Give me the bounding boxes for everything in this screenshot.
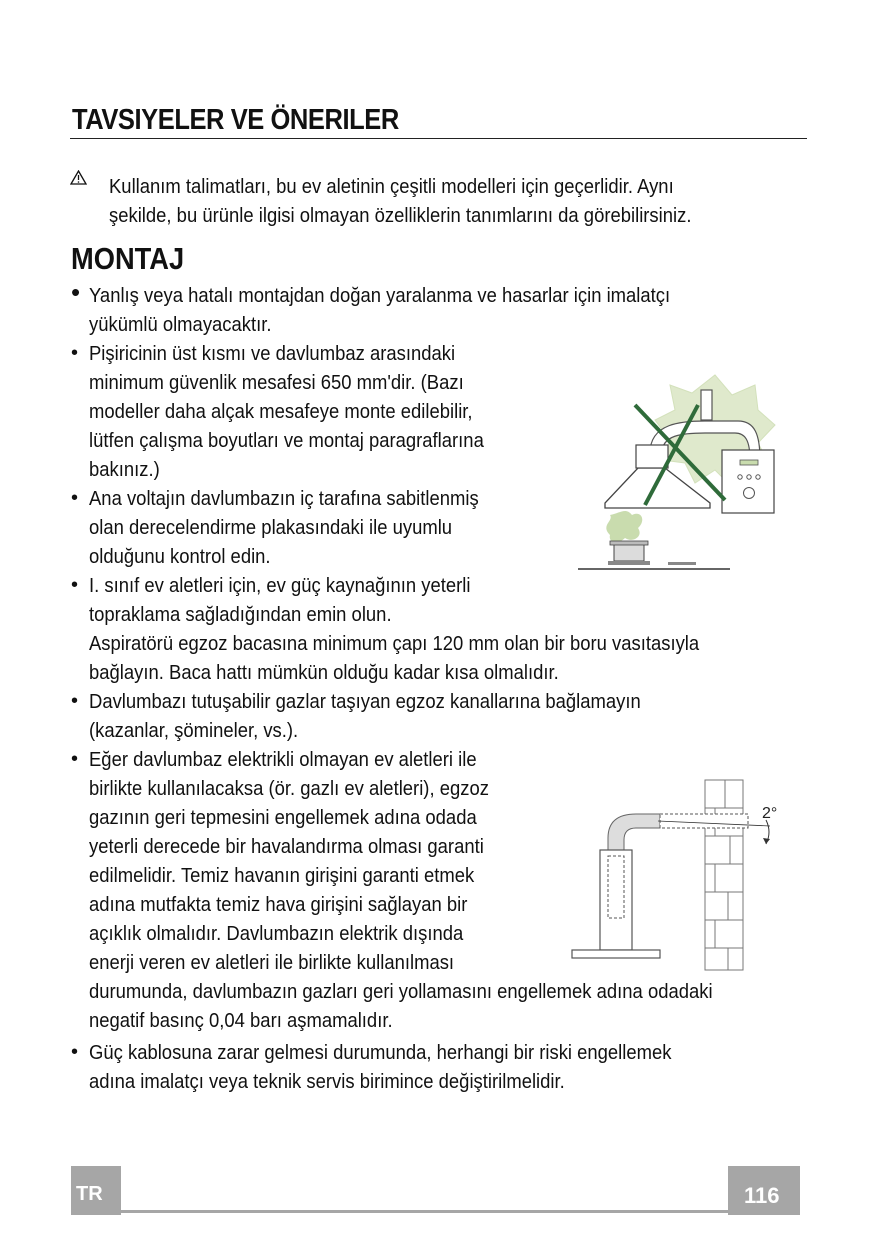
burner xyxy=(608,561,650,565)
warning-note-line: şekilde, bu ürünle ilgisi olmayan özelliklerin tanımlarını da görebilirsiniz. xyxy=(109,204,692,227)
bullet-line: açıklık olmalıdır. Davlumbazın elektrik dışında xyxy=(89,922,464,945)
bullet-text xyxy=(89,339,484,484)
bullet-line: yükümlü olmayacaktır. xyxy=(89,313,272,336)
bullet-line: lütfen çalışma boyutları ve montaj paragraflarına xyxy=(89,429,484,452)
warning-note-line: Kullanım talimatları, bu ev aletinin çeşitli modelleri için geçerlidir. Aynı xyxy=(109,175,674,198)
bullet-mark: • xyxy=(71,1041,79,1063)
bullet-line: Aspiratörü egzoz bacasına minimum çapı 120 mm olan bir boru vasıtasıyla xyxy=(89,632,700,655)
page-number: 116 xyxy=(744,1183,780,1208)
hood-column xyxy=(600,850,632,950)
bullet-line: edilmelidir. Temiz havanın girişini garanti etmek xyxy=(89,864,475,887)
gas-appliance xyxy=(722,450,774,513)
bullet-line: Eğer davlumbaz elektrikli olmayan ev aletleri ile xyxy=(89,748,477,771)
bullet-line: gazının geri tepmesini engellemek adına odada xyxy=(89,806,477,829)
pot xyxy=(614,543,644,561)
chimney xyxy=(701,390,712,420)
bullet-mark: • xyxy=(71,342,79,364)
bullet-mark: • xyxy=(71,277,81,307)
bullet-line: topraklama sağladığından emin olun. xyxy=(89,603,392,626)
warning-triangle-icon xyxy=(70,170,87,185)
duct-slope-illustration xyxy=(570,778,785,973)
bullet-mark: • xyxy=(71,574,79,596)
page-title: TAVSIYELER VE ÖNERILER xyxy=(72,104,399,136)
title-divider xyxy=(70,138,807,139)
bullet-mark: • xyxy=(71,487,79,509)
appliance-display xyxy=(740,460,758,465)
hood-gas-stove-illustration xyxy=(570,365,785,575)
bullet-text xyxy=(89,687,641,745)
bullet-line: Pişiricinin üst kısmı ve davlumbaz arasındaki xyxy=(89,342,456,365)
bullet-line: bağlayın. Baca hattı mümkün olduğu kadar kısa olmalıdır. xyxy=(89,661,559,684)
bullet-line: adına imalatçı veya teknik servis birimince değiştirilmelidir. xyxy=(89,1070,565,1093)
bullet-line: modeller daha alçak mesafeye monte edilebilir, xyxy=(89,400,473,423)
bullet-line: minimum güvenlik mesafesi 650 mm'dir. (Bazı xyxy=(89,371,464,394)
duct-elbow xyxy=(608,814,660,850)
bullet-mark: • xyxy=(71,690,79,712)
page-number-tab xyxy=(728,1166,800,1215)
bullet-line: Yanlış veya hatalı montajdan doğan yaralanma ve hasarlar için imalatçı xyxy=(89,284,671,307)
bullet-line: durumunda, davlumbazın gazları geri yollamasını engellemek adına odadaki xyxy=(89,980,713,1003)
language-label: TR xyxy=(76,1183,103,1205)
bullet-line: I. sınıf ev aletleri için, ev güç kaynağının yeterli xyxy=(89,574,471,597)
bullet-line: (kazanlar, şömineler, vs.). xyxy=(89,719,299,742)
bullet-line: negatif basınç 0,04 barı aşmamalıdır. xyxy=(89,1009,393,1032)
warning-note xyxy=(109,172,739,230)
bullet-line: olduğunu kontrol edin. xyxy=(89,545,271,568)
bullet-text xyxy=(89,571,699,687)
bullet-line: enerji veren ev aletleri ile birlikte kullanılması xyxy=(89,951,455,974)
angle-label: 2° xyxy=(762,805,778,822)
bullet-text xyxy=(89,484,479,571)
bullet-line: birlikte kullanılacaksa (ör. gazlı ev aletleri), egzoz xyxy=(89,777,489,800)
footer-divider xyxy=(121,1210,728,1213)
bullet-line: Davlumbazı tutuşabilir gazlar taşıyan egzoz kanallarına bağlamayın xyxy=(89,690,641,713)
bullet-text xyxy=(89,1038,672,1096)
duct-pipe xyxy=(660,814,748,828)
bullet-text xyxy=(89,281,670,339)
hood-base xyxy=(572,950,660,958)
brick-wall xyxy=(705,780,743,970)
language-tab xyxy=(71,1166,121,1215)
bullet-line: adına mutfakta temiz hava girişini sağlayan bir xyxy=(89,893,468,916)
bullet-line: yeterli derecede bir havalandırma olması garanti xyxy=(89,835,484,858)
bullet-line: Güç kablosuna zarar gelmesi durumunda, herhangi bir riski engellemek xyxy=(89,1041,672,1064)
bullet-line: olan derecelendirme plakasındaki ile uyumlu xyxy=(89,516,453,539)
steam-cloud xyxy=(606,511,642,542)
bullet-line: Ana voltajın davlumbazın iç tarafına sabitlenmiş xyxy=(89,487,479,510)
hood-top xyxy=(636,445,668,468)
section-title: MONTAJ xyxy=(71,241,185,276)
bullet-mark: • xyxy=(71,748,79,770)
bullet-line: bakınız.) xyxy=(89,458,160,481)
